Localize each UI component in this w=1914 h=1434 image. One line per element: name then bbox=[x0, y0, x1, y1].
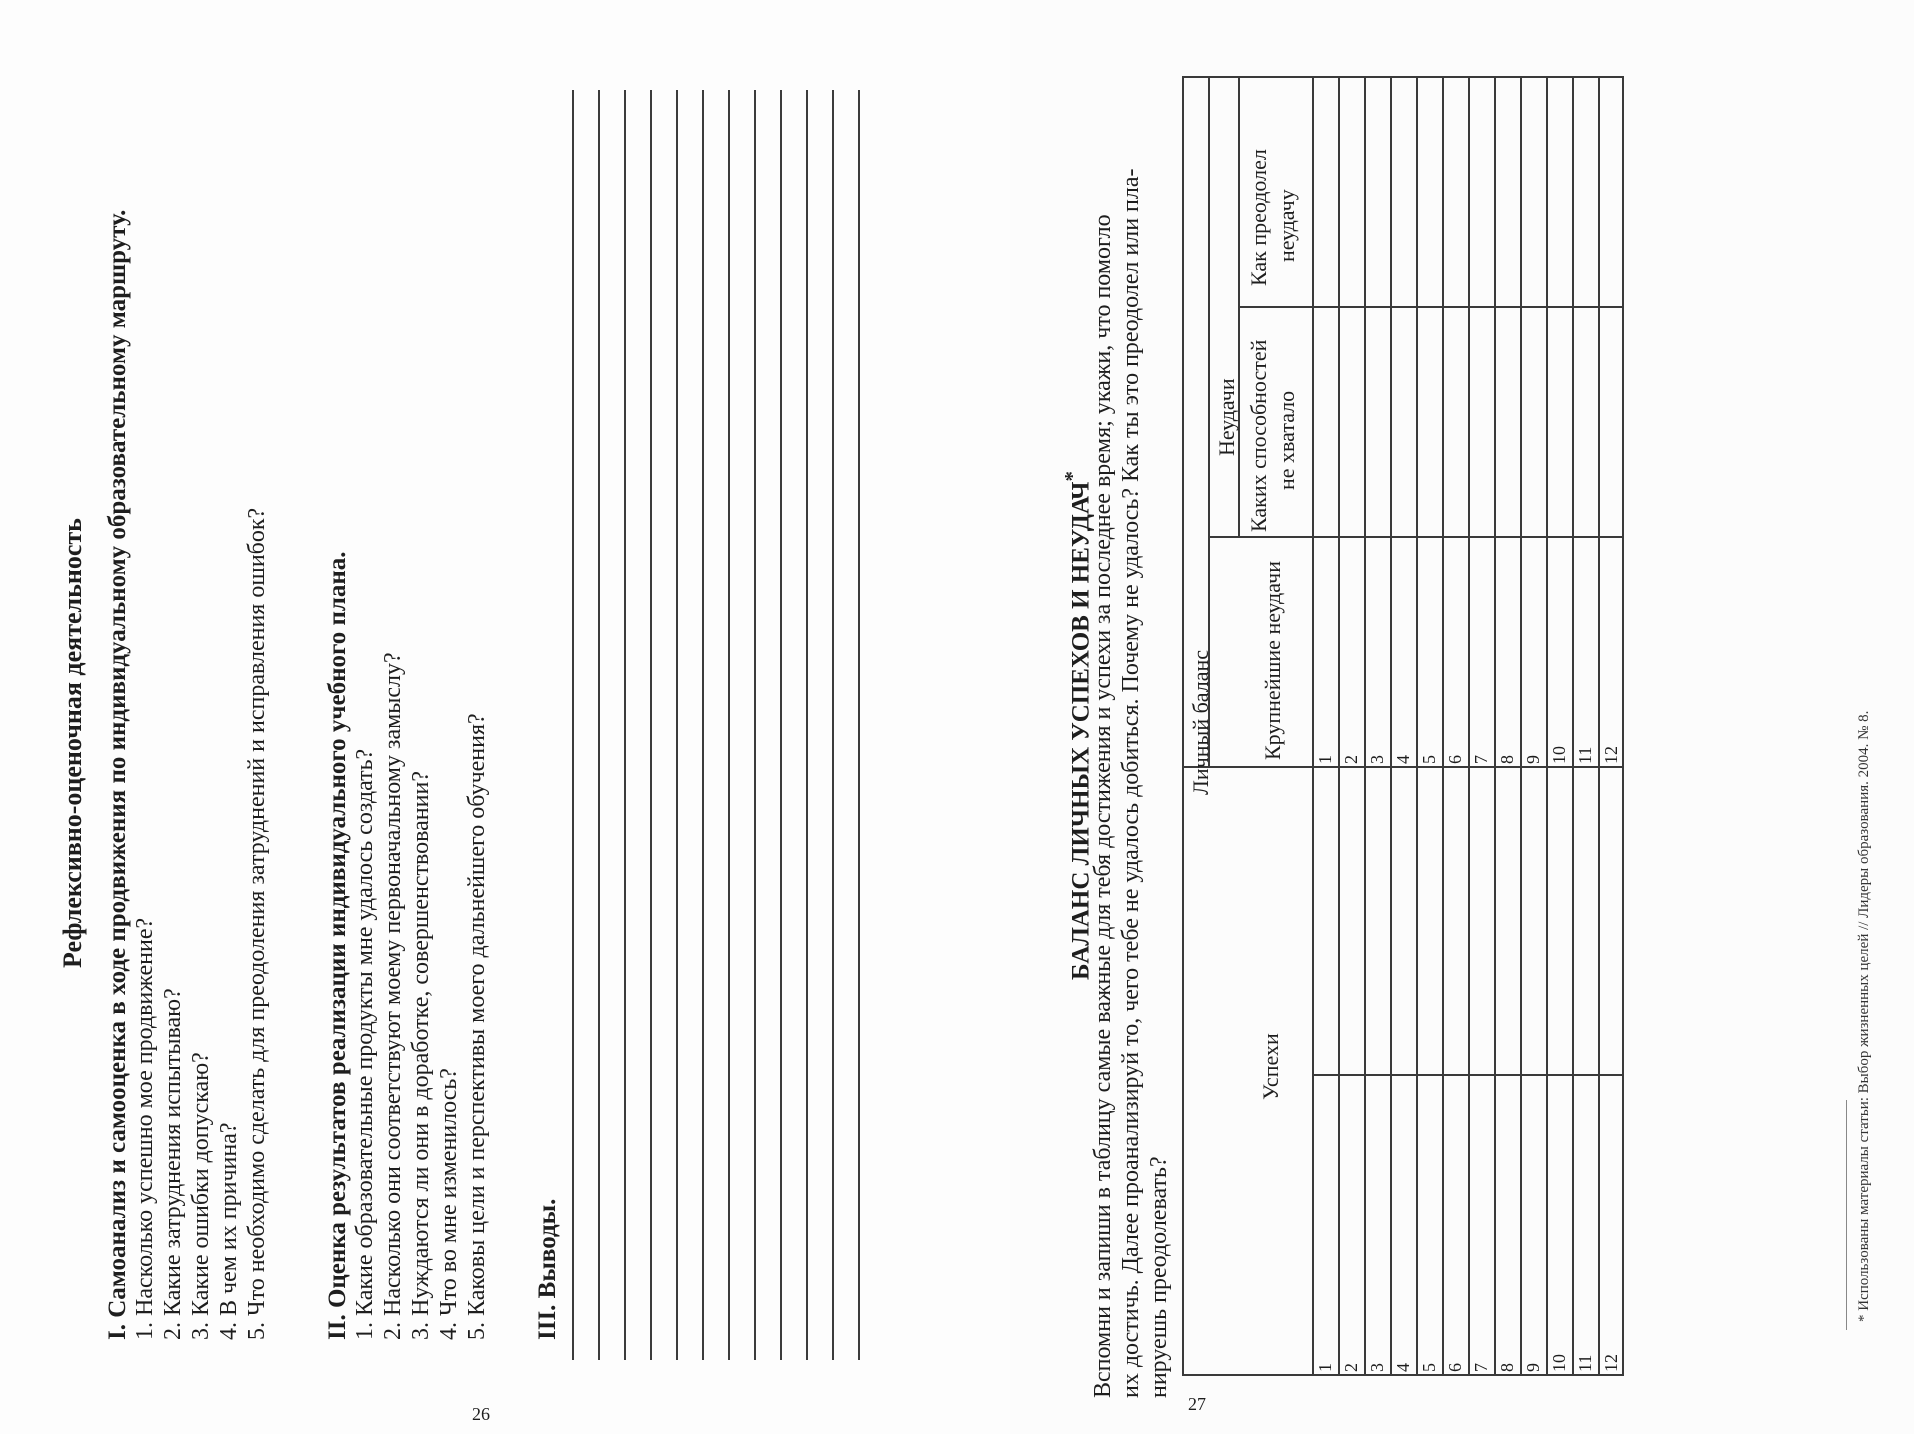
table-border bbox=[1182, 76, 1624, 78]
failure-row-number: 3 bbox=[1367, 755, 1387, 764]
failure-row-number: 11 bbox=[1575, 746, 1595, 764]
right-page bbox=[1010, 0, 1914, 1434]
column-separator bbox=[1182, 766, 1624, 768]
success-row-number: 1 bbox=[1315, 1363, 1335, 1372]
writing-line bbox=[676, 90, 678, 1360]
header-biggest-failures: Крупнейшие неудачи bbox=[1260, 561, 1285, 760]
writing-line bbox=[780, 90, 782, 1360]
writing-line bbox=[728, 90, 730, 1360]
page-title: Рефлексивно-оценочная деятельность bbox=[58, 518, 87, 968]
header-successes: Успехи bbox=[1258, 1033, 1283, 1100]
section1-question: 2. Какие затруднения испытываю? bbox=[160, 988, 186, 1340]
failure-row-number: 5 bbox=[1419, 755, 1439, 764]
success-row-number: 4 bbox=[1393, 1363, 1413, 1372]
intro-text: нируешь преодолевать? bbox=[1146, 1156, 1172, 1398]
writing-line bbox=[572, 90, 574, 1360]
success-row-number: 2 bbox=[1341, 1363, 1361, 1372]
intro-text: Вспомни и запиши в таблицу самые важные для тебя достижения и успехи за последнее время; укажи, что помогло bbox=[1090, 214, 1116, 1398]
success-row-number: 8 bbox=[1497, 1363, 1517, 1372]
table-border bbox=[1182, 76, 1184, 1376]
failure-row-number: 9 bbox=[1523, 755, 1543, 764]
writing-line bbox=[702, 90, 704, 1360]
footnote-mark: * bbox=[1060, 471, 1084, 482]
section2-question: 3. Нуждаются ли они в доработке, совершенствовании? bbox=[408, 771, 434, 1340]
writing-line bbox=[624, 90, 626, 1360]
header-lacking-abilities: не хватало bbox=[1274, 390, 1299, 490]
row-line bbox=[1598, 76, 1600, 1376]
header-lacking-abilities: Каких способностей bbox=[1246, 339, 1271, 532]
section2-question: 5. Каковы цели и перспективы моего дальнейшего обучения? bbox=[464, 713, 490, 1340]
footnote-rule bbox=[1846, 1100, 1847, 1330]
success-row-number: 12 bbox=[1601, 1354, 1621, 1372]
section2-question: 1. Какие образовательные продукты мне удалось создать? bbox=[352, 748, 378, 1340]
writing-line bbox=[754, 90, 756, 1360]
writing-line bbox=[806, 90, 808, 1360]
failure-row-number: 4 bbox=[1393, 755, 1413, 764]
failure-row-number: 7 bbox=[1471, 755, 1491, 764]
footnote: * Использованы материалы статьи: Выбор жизненных целей // Лидеры образования. 2004. № 8. bbox=[1856, 710, 1872, 1322]
failure-row-number: 6 bbox=[1445, 755, 1465, 764]
column-separator bbox=[1238, 306, 1624, 308]
failure-row-number: 2 bbox=[1341, 755, 1361, 764]
header-how-overcome: Как преодолел bbox=[1246, 149, 1271, 286]
row-line bbox=[1390, 76, 1392, 1376]
writing-line bbox=[650, 90, 652, 1360]
row-line bbox=[1364, 76, 1366, 1376]
header-divider bbox=[1312, 76, 1314, 1376]
success-row-number: 6 bbox=[1445, 1363, 1465, 1372]
section1-question: 4. В чем их причина? bbox=[216, 1122, 242, 1340]
row-line bbox=[1338, 76, 1340, 1376]
section2-question: 2. Насколько они соответствуют моему первоначальному замыслу? bbox=[380, 652, 406, 1340]
section2-question: 4. Что во мне изменилось? bbox=[436, 1068, 462, 1340]
success-row-number: 7 bbox=[1471, 1363, 1491, 1372]
row-line bbox=[1520, 76, 1522, 1376]
success-row-number: 3 bbox=[1367, 1363, 1387, 1372]
section1-question: 5. Что необходимо сделать для преодоления затруднений и исправления ошибок? bbox=[244, 507, 270, 1340]
writing-line bbox=[858, 90, 860, 1360]
row-line bbox=[1572, 76, 1574, 1376]
header-failures: Неудачи bbox=[1214, 378, 1239, 456]
section1-heading: I. Самоанализ и самооценка в ходе продвижения по индивидуальному образовательному маршруту. bbox=[104, 209, 131, 1340]
row-line bbox=[1468, 76, 1470, 1376]
page-number: 26 bbox=[472, 1404, 490, 1424]
table-title-text: БАЛАНС ЛИЧНЫХ УСПЕХОВ И НЕУДАЧ bbox=[1067, 481, 1095, 980]
row-line bbox=[1416, 76, 1418, 1376]
row-line bbox=[1494, 76, 1496, 1376]
intro-text: их достичь. Далее проанализируй то, чего тебе не удалось добиться. Почему не удалось? Как ты это преодолел или пла- bbox=[1118, 168, 1144, 1398]
section1-question: 1. Насколько успешно мое продвижение? bbox=[132, 917, 158, 1340]
failure-row-number: 10 bbox=[1549, 746, 1569, 764]
failure-row-number: 8 bbox=[1497, 755, 1517, 764]
section1-question: 3. Какие ошибки допускаю? bbox=[188, 1052, 214, 1340]
page-number: 27 bbox=[1188, 1394, 1206, 1414]
table-border bbox=[1622, 76, 1624, 1376]
success-row-number: 10 bbox=[1549, 1354, 1569, 1372]
header-personal-balance: Личный баланс bbox=[1188, 649, 1213, 795]
table-border bbox=[1182, 1374, 1624, 1376]
success-row-number: 5 bbox=[1419, 1363, 1439, 1372]
writing-line bbox=[598, 90, 600, 1360]
success-row-number: 11 bbox=[1575, 1354, 1595, 1372]
failure-row-number: 1 bbox=[1315, 755, 1335, 764]
failure-row-number: 12 bbox=[1601, 746, 1621, 764]
section2-heading: II. Оценка результатов реализации индивидуального учебного плана. bbox=[324, 551, 351, 1340]
success-row-number: 9 bbox=[1523, 1363, 1543, 1372]
header-how-overcome: неудачу bbox=[1274, 189, 1299, 262]
row-line bbox=[1442, 76, 1444, 1376]
row-line bbox=[1546, 76, 1548, 1376]
writing-line bbox=[832, 90, 834, 1360]
section3-heading: III. Выводы. bbox=[534, 1198, 561, 1340]
